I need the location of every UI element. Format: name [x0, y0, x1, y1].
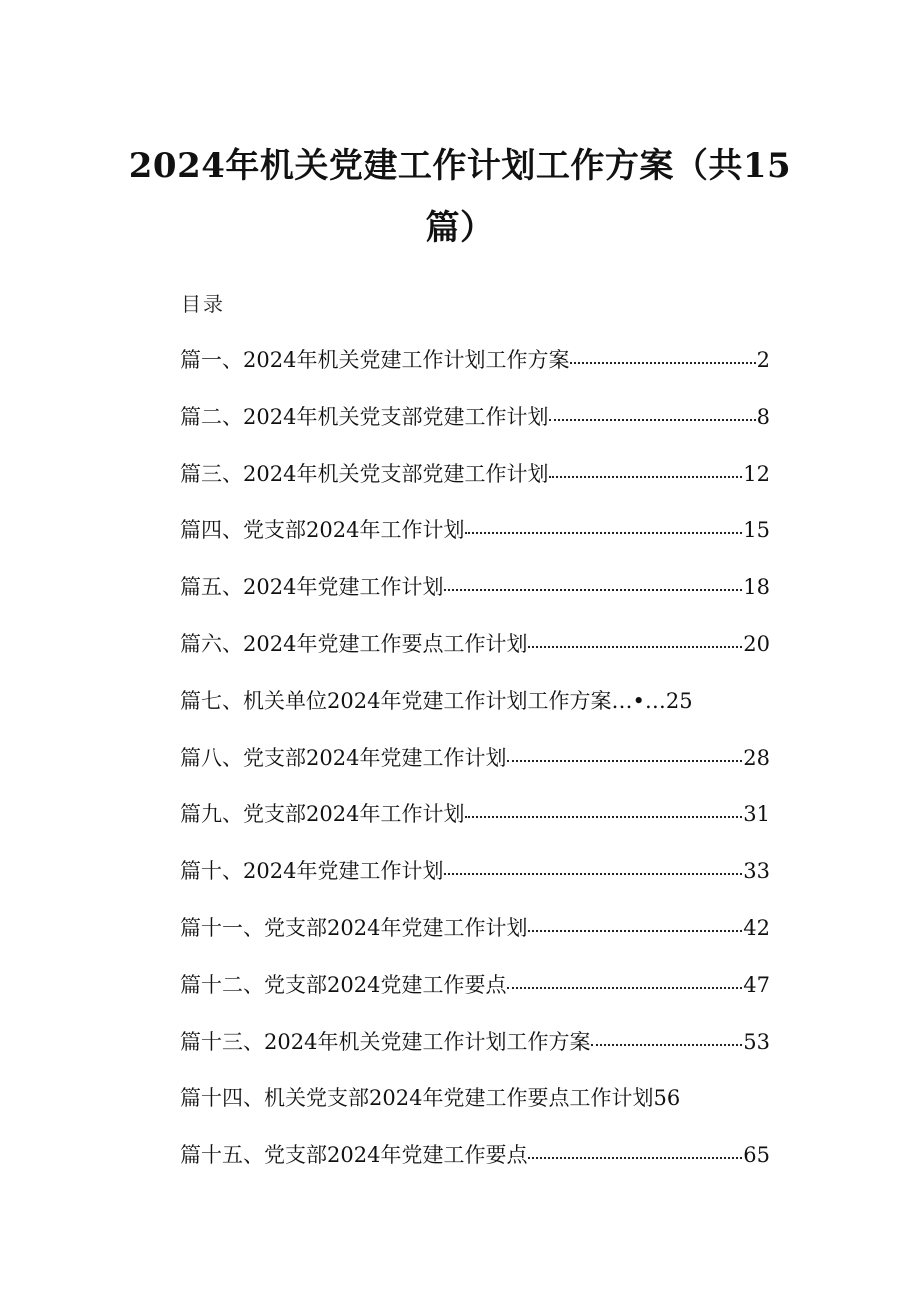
toc-entry-label: 篇十一、党支部2024年党建工作计划 — [180, 915, 528, 940]
toc-dot-leader — [528, 1156, 742, 1159]
toc-entry-label: 篇六、2024年党建工作要点工作计划 — [180, 631, 528, 656]
toc-entry-page-number: 20 — [743, 631, 770, 656]
toc-entry-label: 篇七、机关单位2024年党建工作计划工作方案…•… — [180, 688, 666, 713]
toc-entry[interactable] — [180, 794, 770, 851]
toc-entry[interactable] — [180, 1078, 770, 1135]
toc-entry[interactable] — [180, 965, 770, 1022]
toc-entry-label: 篇十五、党支部2024年党建工作要点 — [180, 1143, 528, 1168]
toc-entry-page-number: 65 — [743, 1143, 770, 1168]
toc-entry[interactable] — [180, 851, 770, 908]
toc-entry[interactable] — [180, 340, 770, 397]
toc-entry-label: 篇十二、党支部2024党建工作要点 — [180, 972, 507, 997]
toc-dot-leader — [549, 418, 755, 421]
toc-dot-leader — [570, 361, 755, 364]
toc-entry-page-number: 42 — [743, 915, 770, 940]
toc-entry-label: 篇八、党支部2024年党建工作计划 — [180, 745, 507, 770]
toc-entry-page-number: 33 — [743, 859, 770, 884]
toc-dot-leader — [507, 986, 742, 989]
toc-dot-leader — [528, 929, 742, 932]
document-title-line-1: 2024年机关党建工作计划工作方案（共15 — [128, 146, 792, 186]
toc-entry-page-number: 56 — [653, 1086, 681, 1111]
toc-entry-page-number: 25 — [665, 688, 693, 713]
table-of-contents — [180, 340, 770, 1192]
toc-entry[interactable] — [180, 567, 770, 624]
toc-entry-label: 篇三、2024年机关党支部党建工作计划 — [180, 461, 549, 486]
toc-entry-label: 篇十、2024年党建工作计划 — [180, 859, 444, 884]
toc-dot-leader — [507, 759, 742, 762]
toc-entry-label: 篇十三、2024年机关党建工作计划工作方案 — [180, 1029, 591, 1054]
toc-dot-leader — [549, 475, 742, 478]
toc-dot-leader — [444, 588, 742, 591]
toc-entry-label: 篇五、2024年党建工作计划 — [180, 575, 444, 600]
toc-entry-page-number: 53 — [743, 1029, 770, 1054]
toc-dot-leader — [465, 531, 742, 534]
toc-entry-page-number: 28 — [743, 745, 770, 770]
toc-entry-page-number: 8 — [756, 404, 770, 429]
toc-entry-label: 篇二、2024年机关党支部党建工作计划 — [180, 404, 549, 429]
toc-entry-label: 篇十四、机关党支部2024年党建工作要点工作计划 — [180, 1086, 654, 1111]
toc-entry-label: 篇一、2024年机关党建工作计划工作方案 — [180, 348, 570, 372]
toc-dot-leader — [528, 645, 742, 648]
toc-entry[interactable] — [180, 397, 770, 454]
toc-dot-leader — [465, 815, 742, 818]
toc-entry[interactable] — [180, 681, 770, 738]
toc-entry[interactable] — [180, 1022, 770, 1079]
document-title-line-2: 篇） — [425, 208, 495, 248]
toc-heading: 目录 — [181, 292, 225, 316]
toc-entry-page-number: 31 — [743, 802, 770, 827]
toc-entry[interactable] — [180, 510, 770, 567]
toc-entry-page-number: 2 — [756, 348, 770, 372]
toc-entry[interactable] — [180, 908, 770, 965]
toc-dot-leader — [444, 872, 742, 875]
toc-entry-page-number: 12 — [743, 461, 770, 486]
toc-entry-page-number: 15 — [743, 518, 770, 543]
toc-entry[interactable] — [180, 454, 770, 511]
toc-entry[interactable] — [180, 738, 770, 795]
toc-entry[interactable] — [180, 624, 770, 681]
toc-entry[interactable] — [180, 1135, 770, 1192]
toc-entry-page-number: 18 — [743, 575, 770, 600]
toc-entry-label: 篇四、党支部2024年工作计划 — [180, 518, 465, 543]
toc-entry-label: 篇九、党支部2024年工作计划 — [180, 802, 465, 827]
toc-entry-page-number: 47 — [743, 972, 770, 997]
toc-dot-leader — [591, 1043, 742, 1046]
